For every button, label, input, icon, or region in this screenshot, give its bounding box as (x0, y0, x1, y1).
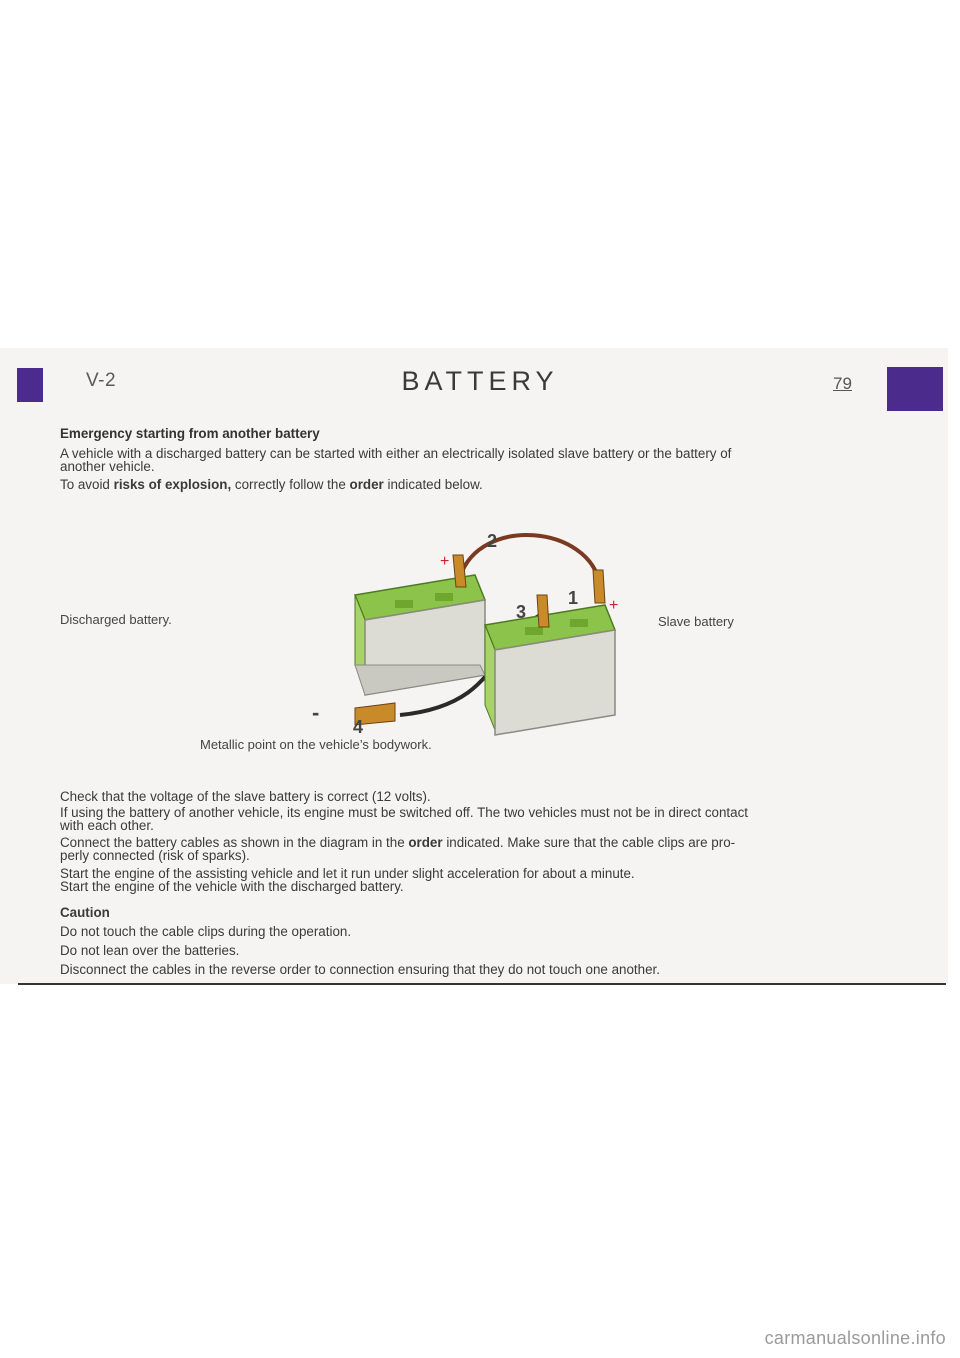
plus-sign: + (440, 553, 450, 570)
step-3-label: 3 (516, 602, 527, 622)
risk-emphasis: risks of explosion, (113, 477, 232, 492)
caution-line: Disconnect the cables in the reverse order to connection ensuring that they do not touch one another. (60, 962, 660, 977)
instruction-text: indicated. Make sure that the cable clips are pro- (442, 835, 736, 850)
intro-warning-line (60, 477, 483, 493)
caution-line: Do not touch the cable clips during the operation. (60, 924, 352, 939)
source-watermark: carmanualsonline.info (764, 1328, 946, 1348)
page-title: BATTERY (401, 366, 559, 396)
intro-text: correctly follow the (231, 477, 350, 492)
bottom-divider (18, 983, 946, 985)
order-emphasis: order (408, 835, 443, 850)
step-1-label: 1 (568, 588, 579, 608)
discharged-battery-label: Discharged battery. (60, 612, 172, 627)
slave-battery-graphic (485, 605, 615, 735)
instruction-line: Start the engine of the assisting vehicle and let it run under slight acceleration for about a minute. (60, 866, 635, 881)
caution-line: Do not lean over the batteries. (60, 943, 240, 958)
clip-3 (537, 595, 549, 627)
section-heading: Emergency starting from another battery (60, 426, 320, 441)
positive-cable (460, 535, 600, 585)
step-4-label: 4 (353, 717, 364, 737)
instruction-line: Start the engine of the vehicle with the discharged battery. (60, 879, 404, 894)
intro-line: another vehicle. (60, 459, 155, 474)
plus-sign: + (609, 597, 619, 614)
intro-line: A vehicle with a discharged battery can be started with either an electrically isolated slave battery or the battery of (60, 446, 732, 461)
instruction-line: If using the battery of another vehicle, its engine must be switched off. The two vehicles must not be in direct contact (60, 805, 749, 820)
minus-sign: - (312, 700, 320, 725)
intro-text: indicated below. (383, 477, 483, 492)
caution-heading: Caution (60, 905, 110, 920)
intro-text: To avoid (60, 477, 114, 492)
discharged-battery-graphic (355, 575, 485, 695)
instruction-line: perly connected (risk of sparks). (60, 848, 250, 863)
metallic-point-label: Metallic point on the vehicle’s bodywork. (200, 737, 432, 752)
order-emphasis: order (349, 477, 384, 492)
instruction-line: Check that the voltage of the slave battery is correct (12 volts). (60, 789, 431, 804)
page-number: 79 (833, 374, 852, 393)
instruction-text: Connect the battery cables as shown in the diagram in the (60, 835, 409, 850)
step-2-label: 2 (487, 531, 498, 551)
section-code: V-2 (86, 370, 117, 391)
instruction-line: with each other. (60, 818, 154, 833)
slave-battery-label: Slave battery (658, 614, 734, 629)
clip-1 (593, 570, 605, 603)
